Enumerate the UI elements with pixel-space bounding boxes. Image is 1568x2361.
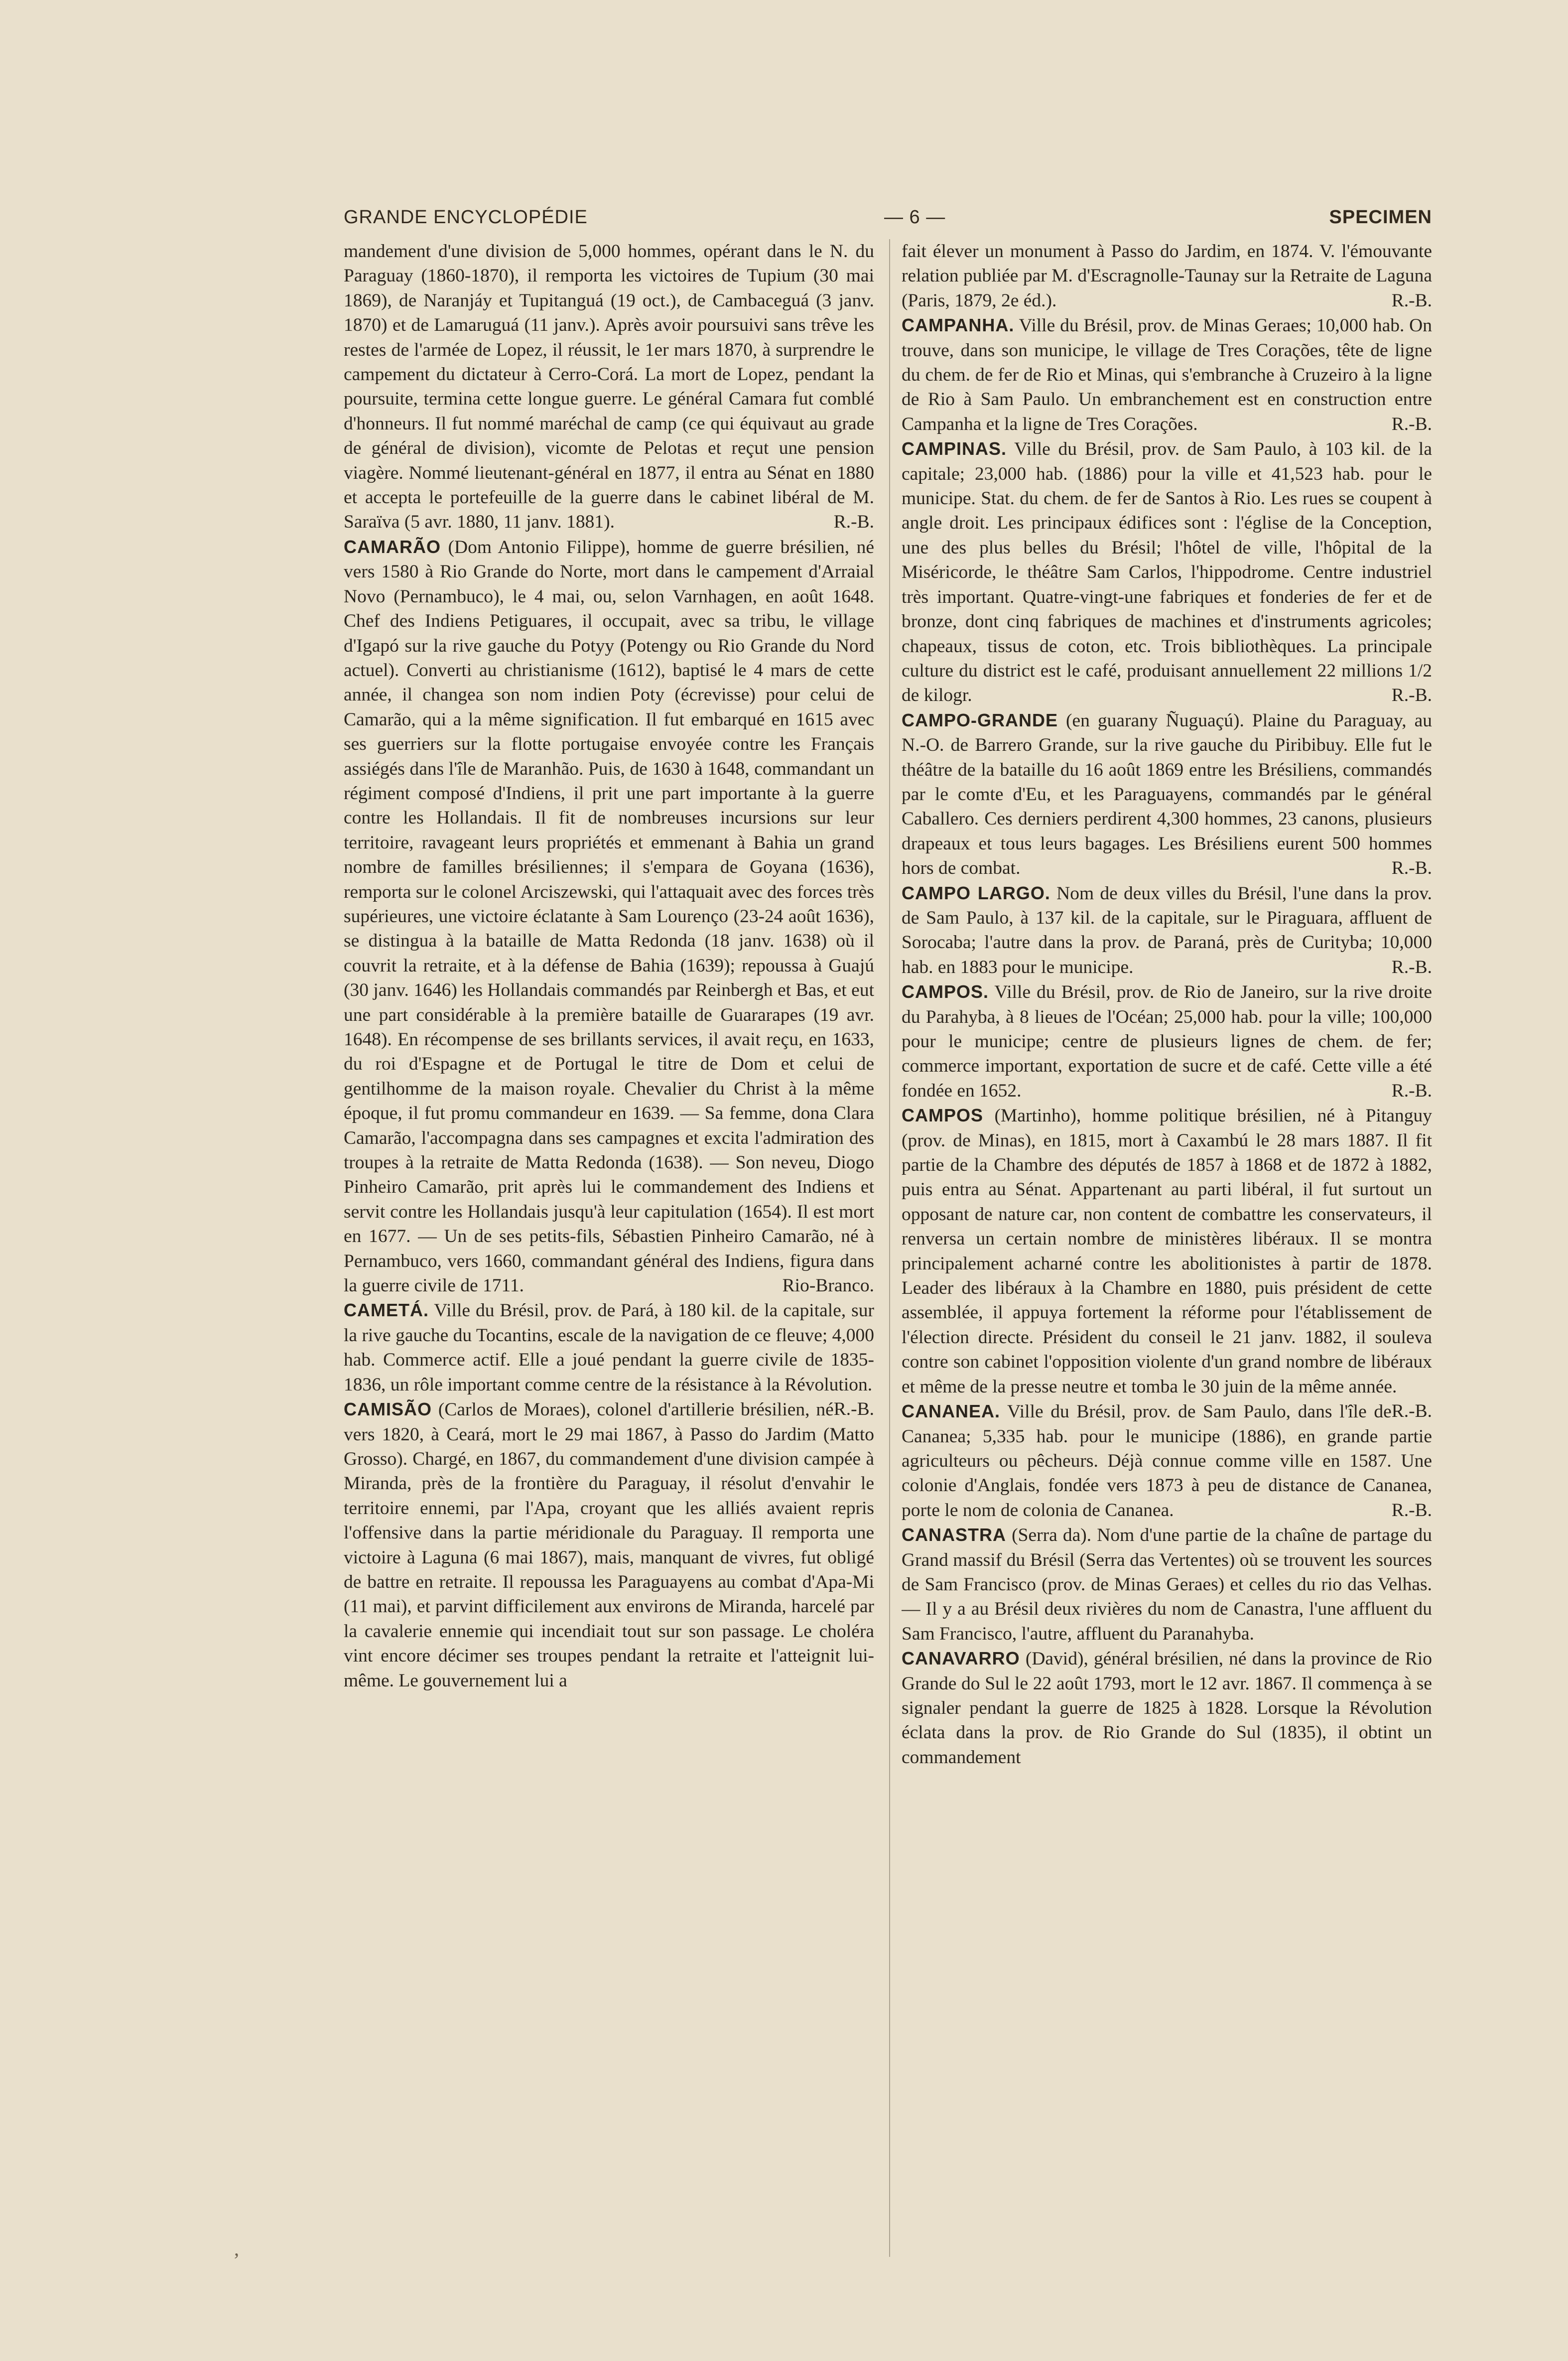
entry-signature: R.-B.	[1391, 685, 1432, 706]
left-column	[344, 239, 874, 2272]
entry-signature: R.-B.	[1391, 290, 1432, 311]
entry-text: Ville du Brésil, prov. de Pará, à 180 kil. de la capitale, sur la rive gauche du Tocantins, escale de la navigation de ce fleuve; 4,000 hab. Commerce actif. Elle a joué pendant la guerre civile de 1835-1836, un rôle important comme centre de la résistance à la Révolution.	[344, 1300, 874, 1395]
entry-headword: CANASTRA	[902, 1525, 1006, 1545]
entry-camarao	[344, 535, 874, 1298]
header-publication-title: GRANDE ENCYCLOPÉDIE	[344, 207, 588, 228]
entry-headword: CAMPINAS.	[902, 438, 1007, 459]
entry-signature: R.-B.	[1391, 414, 1432, 434]
entry-text: (Dom Antonio Filippe), homme de guerre brésilien, né vers 1580 à Rio Grande do Norte, mort dans le campement d'Arraial Novo (Pernambuco), le 4 mai, ou, selon Varnhagen, en août 1648. Chef des Indiens Petiguares, il occupait, avec sa tribu, le village d'Igapó sur la rive gauche du Potyy (Potengy ou Rio Grande du Nord actuel). Converti au christianisme (1612), baptisé le 4 mars de cette année, il changea son nom indien Poty (écrevisse) pour celui de Camarão, qui a la même signification. Il fut embarqué en 1615 avec ses guerriers sur la flotte portugaise envoyée contre les Français assiégés dans l'île de Maranhão. Puis, de 1630 à 1648, commandant un régiment composé d'Indiens, il prit une part importante à la guerre contre les Hollandais. Il fit de nombreuses incursions sur leur territoire, ravageant leurs propriétés et emmenant à Bahia un grand nombre de familles brésiliennes; il s'empara de Goyana (1636), remporta sur le colonel Arciszewski, qui l'attaquait avec des forces très supérieures, une victoire éclatante à Sam Lourenço (23-24 août 1636), se distingua à la bataille de Matta Redonda (18 janv. 1638) où il couvrit la retraite, et à la défense de Bahia (1639); repoussa à Guajú (30 janv. 1646) les Hollandais commandés par Reinbergh et Bas, et eut une part considérable à la première bataille de Guararapes (19 avr. 1648). En récompense de ses brillants services, il avait reçu, en 1633, du roi d'Espagne et de Portugal le titre de Dom et celui de gentilhomme de la maison royale. Chevalier du Christ à la même époque, il fut promu commandeur en 1639. — Sa femme, dona Clara Camarão, l'accompagna dans ses campagnes et excita l'admiration des troupes à la retraite de Matta Redonda (1638). — Son neveu, Diogo Pinheiro Camarão, prit après lui le commandement des Indiens et servit contre les Hollandais jusqu'à leur capitulation (1654). Il est mort en 1677. — Un de ses petits-fils, Sébastien Pinheiro Camarão, né à Pernambuco, vers 1660, commandant général des Indiens, figura dans la guerre civile de 1711.	[344, 537, 874, 1296]
entry-text: Ville du Brésil, prov. de Sam Paulo, à 103 kil. de la capitale; 23,000 hab. (1886) pour la ville et 41,523 hab. pour le municipe. Stat. du chem. de fer de Santos à Rio. Les rues se coupent à angle droit. Les principaux édifices sont : l'église de la Conception, une des plus belles du Brésil; l'hôtel de ville, l'hôpital de la Miséricorde, le théâtre Sam Carlos, l'hippodrome. Centre industriel très important. Quatre-vingt-une fabriques et fonderies de fer et de bronze, dont cinq fabriques de machines et d'instruments agricoles; chapeaux, tissus de coton, etc. Trois bibliothèques. La principale culture du district est le café, produisant annuellement 22 millions 1/2 de kilogr.	[902, 439, 1432, 706]
entry-continuation	[344, 239, 874, 535]
entry-campo-largo	[902, 881, 1432, 980]
running-head	[344, 202, 1432, 237]
entry-headword: CAMPOS.	[902, 981, 989, 1002]
entry-headword: CANAVARRO	[902, 1648, 1020, 1669]
entry-text: (Serra da). Nom d'une partie de la chaîne de partage du Grand massif du Brésil (Serra das Vertentes) où se trouvent les sources de Sam Francisco (prov. de Minas Geraes) et celles du rio das Velhas. — Il y a au Brésil deux rivières du nom de Canastra, l'une affluent du Sam Francisco, l'autre, affluent du Paranahyba.	[902, 1525, 1432, 1644]
stray-ink-mark: ,	[234, 2237, 239, 2260]
entry-headword: CAMPO-GRANDE	[902, 709, 1058, 730]
entry-text: (Martinho), homme politique brésilien, né à Pitanguy (prov. de Minas), en 1815, mort à Caxambú le 28 mars 1887. Il fit partie de la Chambre des députés de 1857 à 1868 et de 1872 à 1882, puis entra au Sénat. Appartenant au parti libéral, il fut surtout un opposant de nature car, non content de combattre les conservateurs, il renversa un certain nombre de ministères libéraux. Il se montra principalement acharné contre les abolitionistes à partir de 1878. Leader des libéraux à la Chambre en 1880, puis président de cette assemblée, il appuya fortement la réforme pour l'établissement de l'élection directe. Président du conseil le 21 janv. 1882, il souleva contre son cabinet l'opposition violente d'un grand nombre de libéraux et même de la presse neutre et tomba le 30 juin de la même année.	[902, 1106, 1432, 1397]
right-column	[902, 239, 1432, 2272]
entry-camisao	[344, 1397, 874, 1693]
entry-canastra	[902, 1523, 1432, 1646]
entry-cananea	[902, 1399, 1432, 1523]
entry-headword: CAMPO LARGO.	[902, 882, 1050, 903]
entry-signature: R.-B.	[1391, 1401, 1432, 1422]
entry-canavarro	[902, 1646, 1432, 1770]
header-page-number: — 6 —	[884, 207, 946, 228]
entry-headword: CAMARÃO	[344, 536, 441, 557]
header-specimen-label: SPECIMEN	[1329, 207, 1432, 228]
entry-continuation	[902, 239, 1432, 313]
entry-signature: R.-B.	[1391, 957, 1432, 977]
entry-text: (David), général brésilien, né dans la province de Rio Grande do Sul le 22 août 1793, mort le 12 avr. 1867. Il commença à se signaler pendant la guerre de 1825 à 1828. Lorsque la Révolution éclata dans la prov. de Rio Grande do Sul (1835), il obtint un commandement	[902, 1649, 1432, 1768]
entry-campo-grande	[902, 708, 1432, 881]
entry-headword: CAMPOS	[902, 1105, 984, 1126]
entry-text: Nom de deux villes du Brésil, l'une dans la prov. de Sam Paulo, à 137 kil. de la capitale, sur le Piraguara, affluent de Sorocaba; l'autre dans la prov. de Paraná, près de Curityba; 10,000 hab. en 1883 pour le municipe.	[902, 883, 1432, 977]
entry-text: (Carlos de Moraes), colonel d'artillerie brésilien, né vers 1820, à Ceará, mort le 29 mai 1867, à Passo do Jardim (Matto Grosso). Chargé, en 1867, du commandement d'une division campée à Miranda, près de la frontière du Paraguay, il résolut d'envahir le territoire ennemi, par l'Apa, croyant que les alliés avaient repris l'offensive dans la partie méridionale du Paraguay. Il remporta une victoire à Laguna (6 mai 1867), mais, manquant de vivres, fut obligé de battre en retraite. Il repoussa les Paraguayens au combat d'Apa-Mi (11 mai), et parvint difficilement aux environs de Miranda, harcelé par la cavalerie ennemie qui incendiait tout sur son passage. Le choléra vint encore décimer ses troupes pendant la retraite et l'atteignit lui-même. Le gouvernement lui a	[344, 1399, 874, 1691]
entry-campanha	[902, 313, 1432, 436]
entry-signature: Rio-Branco.	[782, 1275, 874, 1296]
column-divider	[889, 239, 890, 2257]
entry-campos-city	[902, 979, 1432, 1103]
entry-text: Ville du Brésil, prov. de Rio de Janeiro, sur la rive droite du Parahyba, à 8 lieues de l'Océan; 25,000 hab. pour la ville; 100,000 pour le municipe; centre de plusieurs lignes de chem. de fer; commerce important, exportation de sucre et de café. Cette ville a été fondée en 1652.	[902, 982, 1432, 1101]
entry-headword: CANANEA.	[902, 1401, 1001, 1422]
entry-headword: CAMISÃO	[344, 1399, 432, 1420]
entry-signature: R.-B.	[1391, 858, 1432, 879]
entry-signature: R.-B.	[833, 1399, 874, 1420]
entry-campinas	[902, 436, 1432, 707]
entry-text: mandement d'une division de 5,000 hommes, opérant dans le N. du Paraguay (1860-1870), il remporta les victoires de Tupium (30 mai 1869), de Naranjáy et Tupitanguá (19 oct.), de Cambaceguá (3 janv. 1870) et de Lamaruguá (11 janv.). Après avoir poursuivi sans trêve les restes de l'armée de Lopez, il réussit, le 1er mars 1870, à surprendre le campement du dictateur à Cerro-Corá. La mort de Lopez, pendant la poursuite, termina cette longue guerre. Le général Camara fut comblé d'honneurs. Il fut nommé maréchal de camp (ce qui équivaut au grade de général de division), vicomte de Pelotas et reçut une pension viagère. Nommé lieutenant-général en 1877, il entra au Sénat en 1880 et accepta le portefeuille de la guerre dans le cabinet libéral de M. Saraïva (5 avr. 1880, 11 janv. 1881).	[344, 241, 874, 533]
entry-signature: R.-B.	[1391, 1500, 1432, 1521]
entry-signature: R.-B.	[1391, 1080, 1432, 1101]
entry-text: (en guarany Ñuguaçú). Plaine du Paraguay, au N.-O. de Barrero Grande, sur la rive gauche du Piribibuy. Elle fut le théâtre de la bataille du 16 août 1869 entre les Brésiliens, commandés par le comte d'Eu, et les Paraguayens, commandés par le général Caballero. Ces derniers perdirent 4,300 hommes, 23 canons, plusieurs drapeaux et tous leurs bagages. Les Brésiliens eurent 500 hommes hors de combat.	[902, 710, 1432, 879]
entry-text: Ville du Brésil, prov. de Sam Paulo, dans l'île de Cananea; 5,335 hab. pour le municipe (1886), en grande partie agriculteurs ou pêcheurs. Déjà connue comme ville en 1587. Une colonie d'Anglais, fondée vers 1873 à peu de distance de Cananea, porte le nom de colonia de Cananea.	[902, 1401, 1432, 1521]
entry-text: Ville du Brésil, prov. de Minas Geraes; 10,000 hab. On trouve, dans son municipe, le village de Tres Corações, tête de ligne du chem. de fer de Rio et Minas, qui s'embranche à Cruzeiro à la ligne de Rio à Sam Paulo. Un embranchement est en construction entre Campanha et la ligne de Tres Corações.	[902, 315, 1432, 434]
entry-signature: R.-B.	[833, 512, 874, 533]
entry-headword: CAMETÁ.	[344, 1300, 429, 1321]
entry-text: fait élever un monument à Passo do Jardim, en 1874. V. l'émouvante relation publiée par M. d'Escragnolle-Taunay sur la Retraite de Laguna (Paris, 1879, 2e éd.).	[902, 241, 1432, 311]
entry-headword: CAMPANHA.	[902, 315, 1015, 336]
